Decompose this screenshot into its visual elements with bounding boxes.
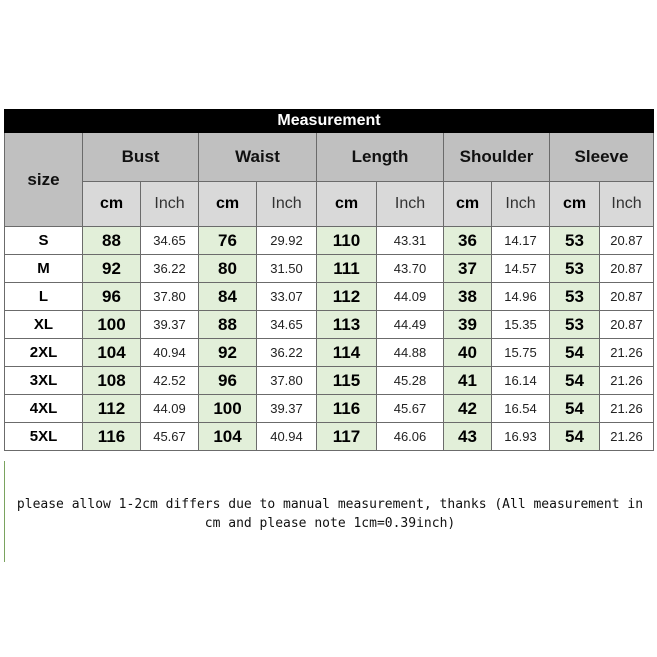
sleeve-inch-cell: 20.87 [600,227,654,255]
sleeve-cm-cell: 54 [550,423,600,451]
shoulder-cm-cell: 37 [444,255,492,283]
sleeve-cm-unit: cm [550,182,600,227]
table-title: Measurement [5,110,654,133]
length-cm-cell: 112 [317,283,377,311]
shoulder-inch-cell: 14.57 [492,255,550,283]
waist-inch-cell: 39.37 [257,395,317,423]
length-cm-cell: 114 [317,339,377,367]
sleeve-cm-cell: 54 [550,339,600,367]
waist-cm-unit: cm [199,182,257,227]
shoulder-cm-cell: 38 [444,283,492,311]
shoulder-cm-unit: cm [444,182,492,227]
bust-cm-cell: 112 [83,395,141,423]
length-inch-cell: 46.06 [377,423,444,451]
sleeve-inch-cell: 21.26 [600,339,654,367]
measurement-note: please allow 1-2cm differs due to manual measurement, thanks (All measurement in cm and please note 1cm=0.39inch) [16,497,644,531]
shoulder-inch-cell: 16.54 [492,395,550,423]
shoulder-cm-cell: 39 [444,311,492,339]
table-row [5,255,654,283]
length-cm-cell: 115 [317,367,377,395]
sleeve-inch-cell: 21.26 [600,367,654,395]
shoulder-cm-cell: 43 [444,423,492,451]
waist-cm-cell: 96 [199,367,257,395]
sleeve-cm-cell: 54 [550,395,600,423]
sleeve-inch-unit: Inch [600,182,654,227]
waist-cm-cell: 80 [199,255,257,283]
shoulder-cm-cell: 40 [444,339,492,367]
sleeve-inch-cell: 20.87 [600,283,654,311]
waist-inch-cell: 34.65 [257,311,317,339]
size-cell: 4XL [5,395,83,423]
table-row [5,339,654,367]
bust-inch-cell: 36.22 [141,255,199,283]
bust-inch-cell: 44.09 [141,395,199,423]
length-inch-cell: 45.67 [377,395,444,423]
waist-inch-cell: 33.07 [257,283,317,311]
bust-cm-cell: 96 [83,283,141,311]
bust-cm-unit: cm [83,182,141,227]
bust-inch-cell: 34.65 [141,227,199,255]
length-cm-cell: 117 [317,423,377,451]
sleeve-cm-cell: 53 [550,227,600,255]
shoulder-inch-cell: 15.35 [492,311,550,339]
size-cell: 3XL [5,367,83,395]
bust-inch-cell: 42.52 [141,367,199,395]
bust-cm-cell: 100 [83,311,141,339]
length-inch-cell: 45.28 [377,367,444,395]
shoulder-cm-cell: 42 [444,395,492,423]
sleeve-header: Sleeve [550,133,654,182]
bust-cm-cell: 108 [83,367,141,395]
waist-cm-cell: 100 [199,395,257,423]
length-cm-cell: 110 [317,227,377,255]
table-body [5,227,654,451]
bust-inch-cell: 40.94 [141,339,199,367]
bust-inch-unit: Inch [141,182,199,227]
size-cell: M [5,255,83,283]
size-chart [4,109,653,451]
sleeve-cm-cell: 53 [550,311,600,339]
bust-inch-cell: 39.37 [141,311,199,339]
waist-cm-cell: 92 [199,339,257,367]
length-inch-cell: 44.88 [377,339,444,367]
sleeve-cm-cell: 54 [550,367,600,395]
shoulder-cm-cell: 41 [444,367,492,395]
size-cell: S [5,227,83,255]
waist-header: Waist [199,133,317,182]
waist-inch-cell: 29.92 [257,227,317,255]
sleeve-cm-cell: 53 [550,283,600,311]
bust-cm-cell: 92 [83,255,141,283]
length-cm-unit: cm [317,182,377,227]
bust-cm-cell: 116 [83,423,141,451]
bust-header: Bust [83,133,199,182]
bust-cm-cell: 104 [83,339,141,367]
length-inch-unit: Inch [377,182,444,227]
bust-inch-cell: 37.80 [141,283,199,311]
size-header: size [5,133,83,227]
measurement-table [4,109,654,451]
table-row [5,395,654,423]
length-inch-cell: 44.09 [377,283,444,311]
waist-cm-cell: 88 [199,311,257,339]
shoulder-inch-cell: 14.17 [492,227,550,255]
shoulder-inch-cell: 15.75 [492,339,550,367]
shoulder-cm-cell: 36 [444,227,492,255]
waist-inch-cell: 36.22 [257,339,317,367]
length-cm-cell: 113 [317,311,377,339]
table-row [5,423,654,451]
sleeve-inch-cell: 21.26 [600,395,654,423]
waist-inch-cell: 31.50 [257,255,317,283]
waist-cm-cell: 84 [199,283,257,311]
bust-cm-cell: 88 [83,227,141,255]
table-row [5,311,654,339]
shoulder-inch-cell: 16.93 [492,423,550,451]
length-inch-cell: 44.49 [377,311,444,339]
sleeve-cm-cell: 53 [550,255,600,283]
length-header: Length [317,133,444,182]
table-row [5,283,654,311]
waist-inch-unit: Inch [257,182,317,227]
shoulder-inch-cell: 16.14 [492,367,550,395]
waist-inch-cell: 37.80 [257,367,317,395]
waist-inch-cell: 40.94 [257,423,317,451]
length-inch-cell: 43.70 [377,255,444,283]
table-row [5,227,654,255]
size-cell: L [5,283,83,311]
sleeve-inch-cell: 20.87 [600,311,654,339]
sleeve-inch-cell: 21.26 [600,423,654,451]
length-inch-cell: 43.31 [377,227,444,255]
shoulder-inch-unit: Inch [492,182,550,227]
length-cm-cell: 116 [317,395,377,423]
waist-cm-cell: 76 [199,227,257,255]
waist-cm-cell: 104 [199,423,257,451]
size-cell: 5XL [5,423,83,451]
shoulder-inch-cell: 14.96 [492,283,550,311]
table-row [5,367,654,395]
size-cell: XL [5,311,83,339]
bust-inch-cell: 45.67 [141,423,199,451]
note-divider [4,461,5,562]
length-cm-cell: 111 [317,255,377,283]
size-cell: 2XL [5,339,83,367]
shoulder-header: Shoulder [444,133,550,182]
sleeve-inch-cell: 20.87 [600,255,654,283]
